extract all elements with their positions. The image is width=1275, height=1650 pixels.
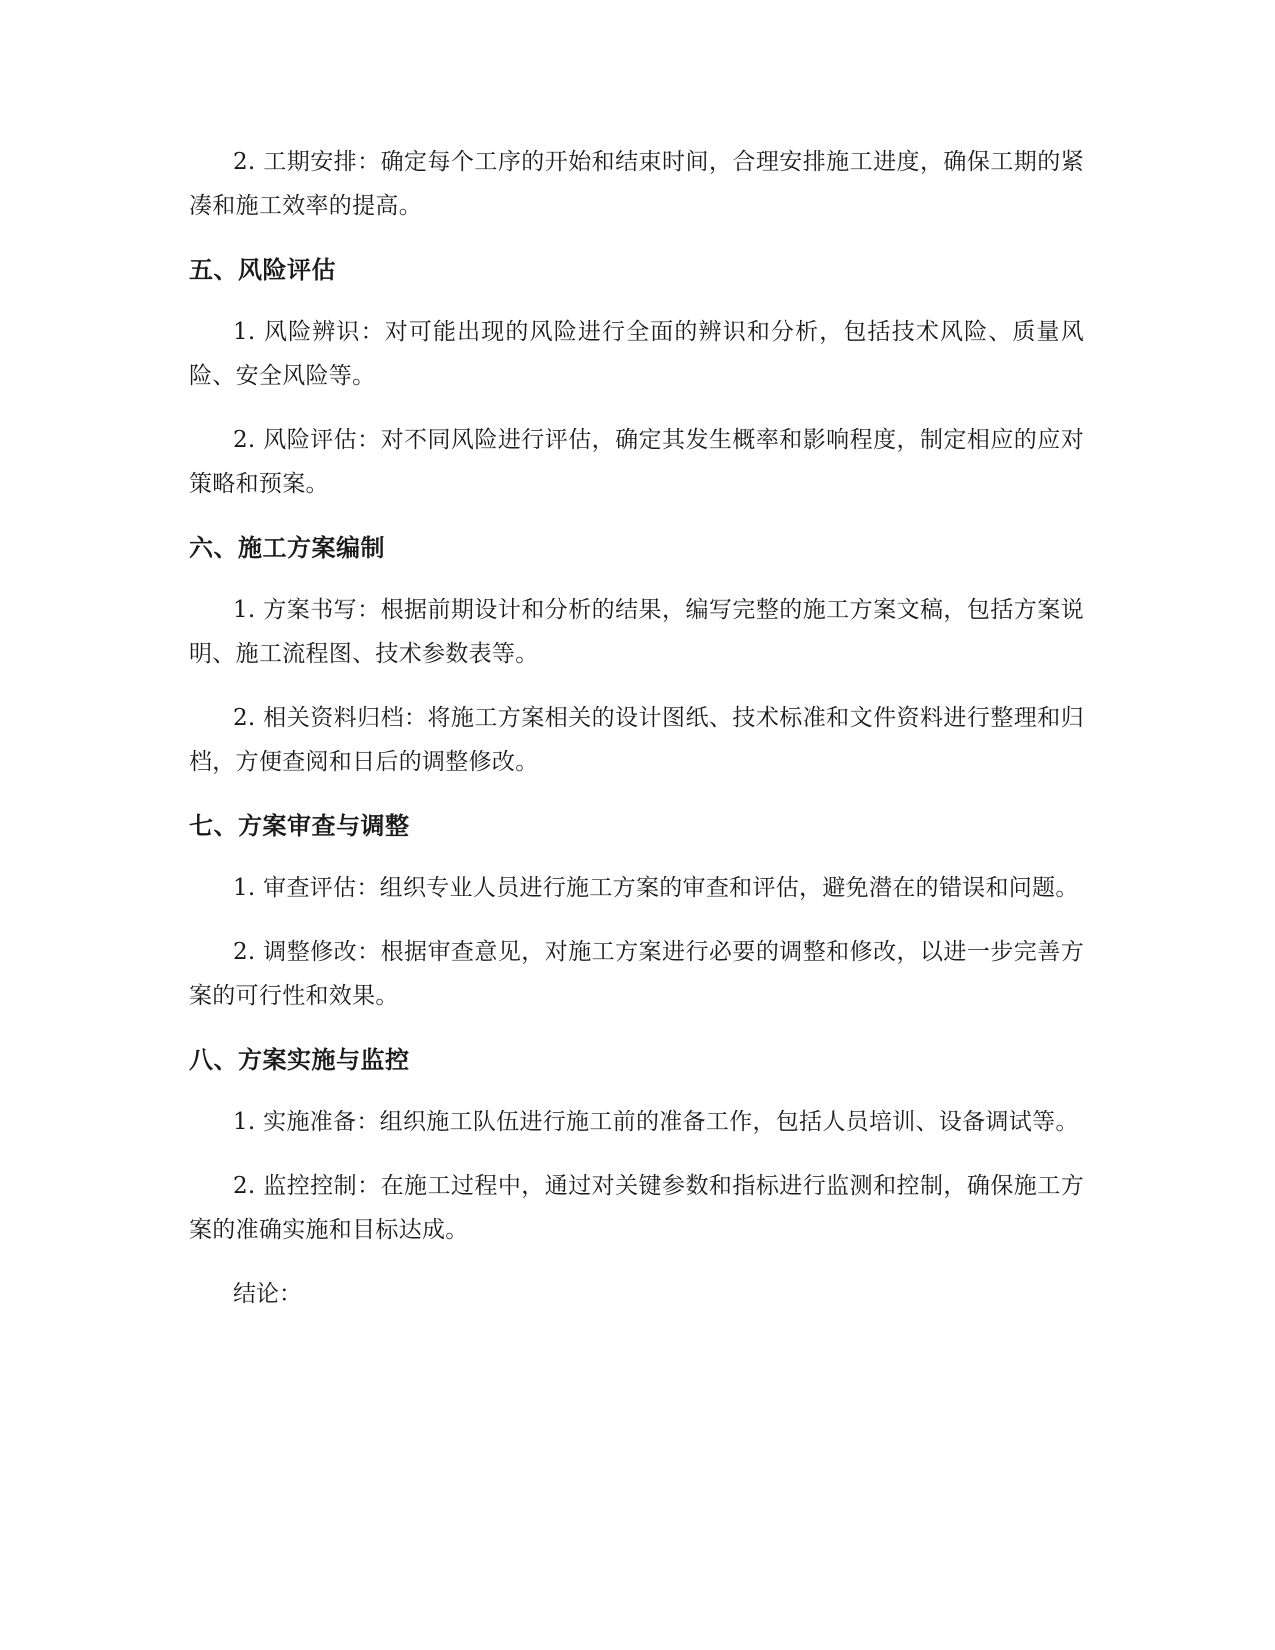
section-risk-assessment <box>189 248 1084 506</box>
section-plan-compilation <box>189 526 1084 784</box>
paragraph: 1. 实施准备：组织施工队伍进行施工前的准备工作，包括人员培训、设备调试等。 <box>233 1109 1079 1135</box>
paragraph: 1. 方案书写：根据前期设计和分析的结果，编写完整的施工方案文稿，包括方案说明、施工流程图、技术参数表等。 <box>189 597 1084 667</box>
conclusion-label: 结论： <box>233 1281 302 1307</box>
paragraph: 1. 审查评估：组织专业人员进行施工方案的审查和评估，避免潜在的错误和问题。 <box>233 875 1079 901</box>
paragraph: 2. 监控控制：在施工过程中，通过对关键参数和指标进行监测和控制，确保施工方案的准确实施和目标达成。 <box>189 1173 1084 1243</box>
paragraph-schedule: 2. 工期安排：确定每个工序的开始和结束时间，合理安排施工进度，确保工期的紧凑和施工效率的提高。 <box>189 149 1084 219</box>
paragraph: 2. 风险评估：对不同风险进行评估，确定其发生概率和影响程度，制定相应的应对策略和预案。 <box>189 427 1084 497</box>
paragraph: 1. 风险辨识：对可能出现的风险进行全面的辨识和分析，包括技术风险、质量风险、安全风险等。 <box>189 319 1084 389</box>
section-heading: 五、风险评估 <box>189 256 336 284</box>
paragraph: 2. 调整修改：根据审查意见，对施工方案进行必要的调整和修改，以进一步完善方案的可行性和效果。 <box>189 939 1084 1009</box>
section-heading: 八、方案实施与监控 <box>189 1046 410 1074</box>
section-heading: 七、方案审查与调整 <box>189 812 410 840</box>
document-body <box>189 140 1084 1316</box>
paragraph: 2. 相关资料归档：将施工方案相关的设计图纸、技术标准和文件资料进行整理和归档，方便查阅和日后的调整修改。 <box>189 705 1084 775</box>
section-plan-implementation <box>189 1038 1084 1252</box>
section-plan-review <box>189 804 1084 1018</box>
section-heading: 六、施工方案编制 <box>189 534 385 562</box>
